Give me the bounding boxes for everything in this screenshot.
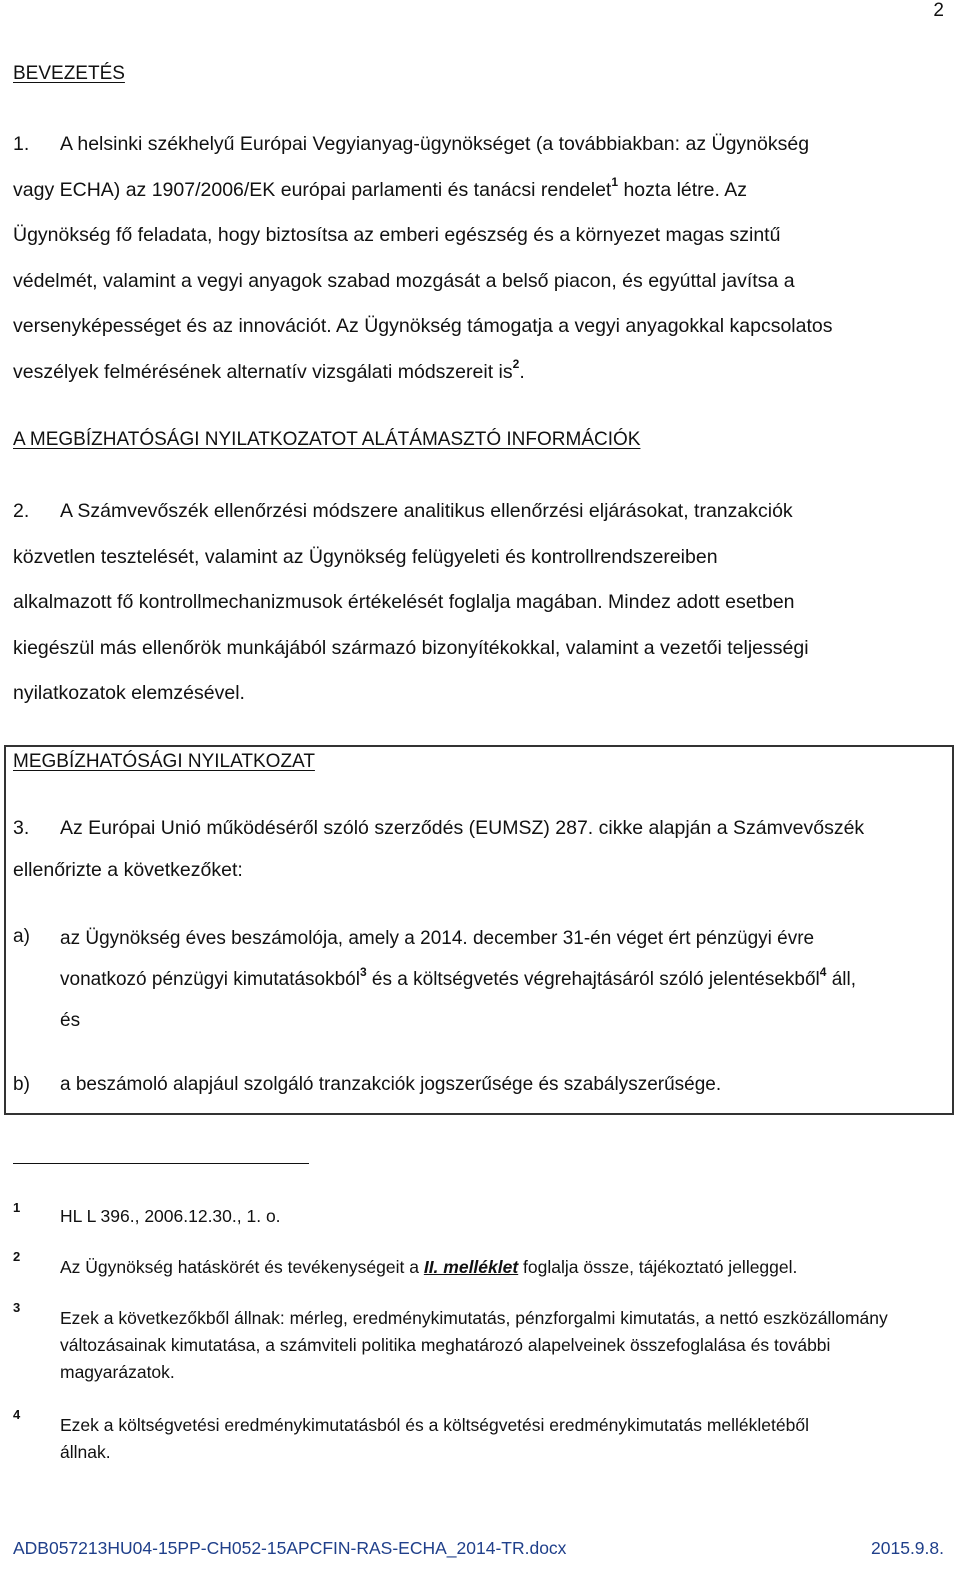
heading-introduction: BEVEZETÉS bbox=[13, 63, 125, 84]
footnote-separator bbox=[13, 1163, 309, 1164]
footnote-text: Ezek a költségvetési eredménykimutatásból és a költségvetési eredménykimutatás mellékletéből állnak. bbox=[60, 1415, 809, 1462]
paragraph-1 bbox=[13, 122, 947, 395]
text-line: Az Európai Unió működéséről szóló szerződés (EUMSZ) 287. cikke alapján a Számvevőszék bbox=[60, 817, 865, 839]
list-label: b) bbox=[13, 1074, 30, 1095]
list-label: a) bbox=[13, 926, 30, 947]
footnote-text: foglalja össze, tájékoztató jelleggel. bbox=[518, 1257, 798, 1277]
text-line: kiegészül más ellenőrök munkájából származó bizonyítékokkal, valamint a vezetői teljességi bbox=[13, 636, 809, 659]
footnote-ref-1[interactable]: 1 bbox=[611, 175, 619, 189]
text-line: vagy ECHA) az 1907/2006/EK európai parlamenti és tanácsi rendelet bbox=[13, 178, 612, 201]
heading-supporting-information: A MEGBÍZHATÓSÁGI NYILATKOZATOT ALÁTÁMASZTÓ INFORMÁCIÓK bbox=[13, 429, 641, 450]
paragraph-number: 1. bbox=[13, 133, 30, 155]
text-line: ellenőrizte a következőket: bbox=[13, 859, 243, 881]
text-line: és a költségvetés végrehajtásáról szóló jelentésekből bbox=[366, 969, 820, 990]
footnote-ref-2[interactable]: 2 bbox=[512, 357, 520, 371]
paragraph-number: 2. bbox=[13, 500, 30, 522]
text-line: versenyképességet és az innovációt. Az Ügynökség támogatja a vegyi anyagokkal kapcsolatos bbox=[13, 315, 833, 337]
text-line: A helsinki székhelyű Európai Vegyianyag-ügynökséget (a továbbiakban: az Ügynökség bbox=[60, 133, 810, 155]
footnote-number: 2 bbox=[13, 1249, 21, 1264]
heading-statement-of-assurance: MEGBÍZHATÓSÁGI NYILATKOZAT bbox=[13, 751, 315, 772]
text-line: Ügynökség fő feladata, hogy biztosítsa az emberi egészség és a környezet magas szintű bbox=[13, 224, 781, 246]
text-line: A Számvevőszék ellenőrzési módszere analitikus ellenőrzési eljárásokat, tranzakciók bbox=[60, 500, 793, 522]
text-line: közvetlen tesztelését, valamint az Ügynökség felügyeleti és kontrollrendszereiben bbox=[13, 545, 718, 568]
text-line: és bbox=[60, 1010, 81, 1031]
footnote-ref-3[interactable]: 3 bbox=[359, 964, 367, 979]
text-line: védelmét, valamint a vegyi anyagok szabad mozgását a belső piacon, és egyúttal javítsa a bbox=[13, 269, 795, 292]
text-line-tail: hozta létre. Az bbox=[618, 178, 748, 201]
text-line: alkalmazott fő kontrollmechanizmusok értékelését foglalja magában. Mindez adott esetben bbox=[13, 591, 795, 613]
page-number: 2 bbox=[933, 0, 944, 21]
footnote-number: 4 bbox=[13, 1407, 21, 1422]
text-line: nyilatkozatok elemzésével. bbox=[13, 682, 245, 704]
text-line: vonatkozó pénzügyi kimutatásokból bbox=[60, 969, 360, 990]
text-line: az Ügynökség éves beszámolója, amely a 2014. december 31-én véget ért pénzügyi évre bbox=[60, 928, 815, 949]
footer-date: 2015.9.8. bbox=[871, 1538, 944, 1558]
footnote-number: 1 bbox=[13, 1200, 21, 1215]
paragraph-2 bbox=[13, 489, 947, 717]
text-line-tail: . bbox=[519, 360, 525, 383]
footer-document-id: ADB057213HU04-15PP-CH052-15APCFIN-RAS-ECHA_2014-TR.docx bbox=[13, 1538, 567, 1558]
footnote-text: Az Ügynökség hatáskörét és tevékenységeit a bbox=[60, 1257, 424, 1277]
footnote-text: HL L 396., 2006.12.30., 1. o. bbox=[60, 1206, 281, 1226]
footnote-ref-4[interactable]: 4 bbox=[819, 964, 827, 979]
paragraph-3 bbox=[13, 807, 947, 891]
text-line: veszélyek felmérésének alternatív vizsgálati módszereit is bbox=[13, 360, 513, 383]
footnote-text: Ezek a következőkből állnak: mérleg, eredménykimutatás, pénzforgalmi kimutatás, a nettó eszközállomány változásainak kimutatása, a számviteli politika meghatározó alapelveinek összefoglalása és további magyarázatok. bbox=[60, 1308, 888, 1382]
paragraph-number: 3. bbox=[13, 817, 30, 839]
annex-link[interactable]: II. melléklet bbox=[423, 1257, 519, 1277]
text-line: a beszámoló alapjául szolgáló tranzakciók jogszerűsége és szabályszerűsége. bbox=[60, 1074, 722, 1095]
text-line: áll, bbox=[826, 969, 857, 990]
footnote-number: 3 bbox=[13, 1300, 21, 1315]
